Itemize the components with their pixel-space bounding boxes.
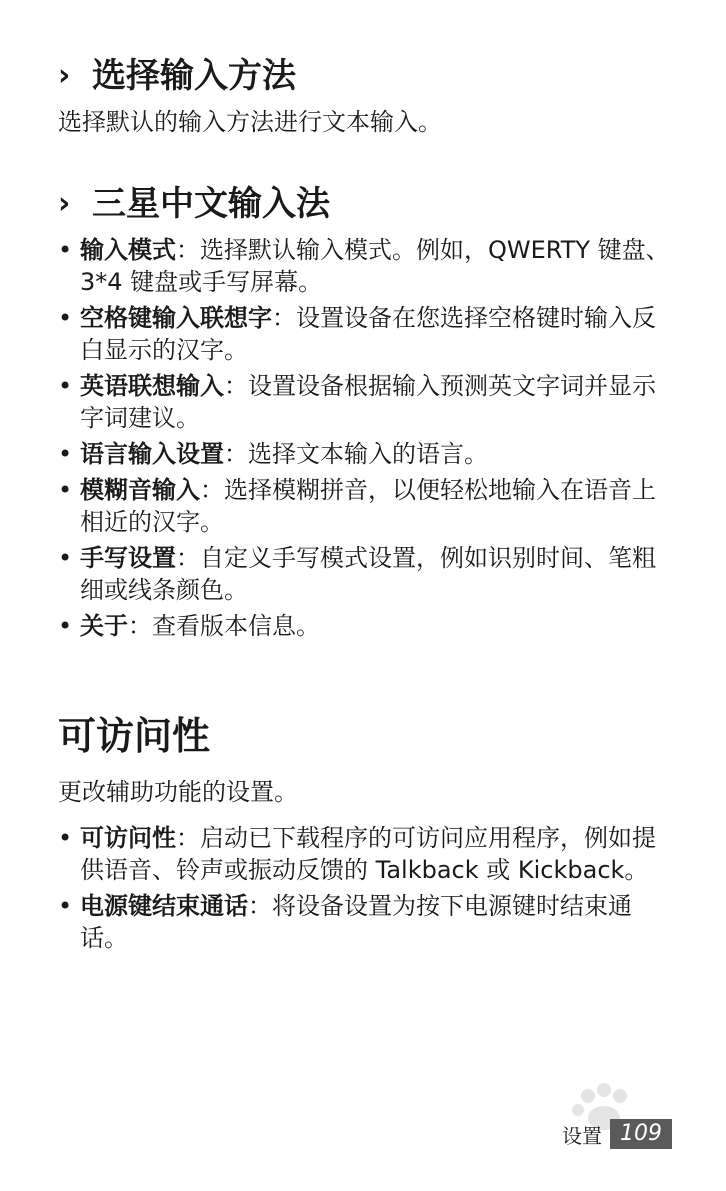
option-term: 英语联想输入 xyxy=(80,372,224,400)
subsection-heading xyxy=(58,52,442,100)
option-term: 关于 xyxy=(80,612,128,640)
option-list xyxy=(58,822,678,954)
option-description: ：选择文本输入的语言。 xyxy=(224,440,488,468)
option-description: ：查看版本信息。 xyxy=(128,612,320,640)
page-footer xyxy=(562,1119,672,1149)
heading-text: 选择输入方法 xyxy=(92,56,296,96)
option-term: 空格键输入联想字 xyxy=(80,304,272,332)
bullet-icon: • xyxy=(58,372,73,400)
list-item xyxy=(58,438,678,470)
option-description: ：设置设备在您选择空格键时输入反白显示的汉字。 xyxy=(80,304,656,364)
bullet-icon: • xyxy=(58,612,73,640)
option-term: 模糊音输入 xyxy=(80,476,200,504)
section-description: 选择默认的输入方法进行文本输入。 xyxy=(58,108,442,136)
list-item xyxy=(58,370,678,434)
heading-text: 三星中文输入法 xyxy=(92,184,330,224)
option-term: 输入模式 xyxy=(80,236,176,264)
list-item xyxy=(58,474,678,538)
option-term: 可访问性 xyxy=(80,824,176,852)
bullet-icon: • xyxy=(58,476,73,504)
footer-section-label: 设置 xyxy=(562,1123,602,1148)
option-description: ：启动已下载程序的可访问应用程序，例如提供语音、铃声或振动反馈的 Talkback 或 Kickback。 xyxy=(80,824,656,884)
option-term: 语言输入设置 xyxy=(80,440,224,468)
section-description: 更改辅助功能的设置。 xyxy=(58,778,298,806)
option-term: 手写设置 xyxy=(80,544,176,572)
option-description: ：自定义手写模式设置，例如识别时间、笔粗细或线条颜色。 xyxy=(80,544,656,604)
option-description: ：设置设备根据输入预测英文字词并显示字词建议。 xyxy=(80,372,656,432)
chevron-right-icon: › xyxy=(58,58,71,93)
subsection-heading xyxy=(58,180,678,228)
bullet-icon: • xyxy=(58,892,73,920)
chevron-right-icon: › xyxy=(58,186,71,221)
bullet-icon: • xyxy=(58,824,73,852)
list-item xyxy=(58,542,678,606)
bullet-icon: • xyxy=(58,440,73,468)
option-term: 电源键结束通话 xyxy=(80,892,248,920)
option-description: ：将设备设置为按下电源键时结束通话。 xyxy=(80,892,632,952)
section-heading: 可访问性 xyxy=(58,714,211,758)
list-item xyxy=(58,302,678,366)
section-input-method xyxy=(58,52,442,138)
list-item xyxy=(58,822,678,886)
list-item xyxy=(58,610,678,642)
section-accessibility xyxy=(58,710,678,958)
option-list xyxy=(58,234,678,642)
bullet-icon: • xyxy=(58,236,73,264)
bullet-icon: • xyxy=(58,544,73,572)
list-item xyxy=(58,234,678,298)
page-number: 109 xyxy=(610,1119,672,1149)
section-samsung-chinese-input xyxy=(58,180,678,646)
option-description: ：选择模糊拼音，以便轻松地输入在语音上相近的汉字。 xyxy=(80,476,656,536)
bullet-icon: • xyxy=(58,304,73,332)
option-description: ：选择默认输入模式。例如，QWERTY 键盘、3*4 键盘或手写屏幕。 xyxy=(80,236,670,296)
list-item xyxy=(58,890,678,954)
